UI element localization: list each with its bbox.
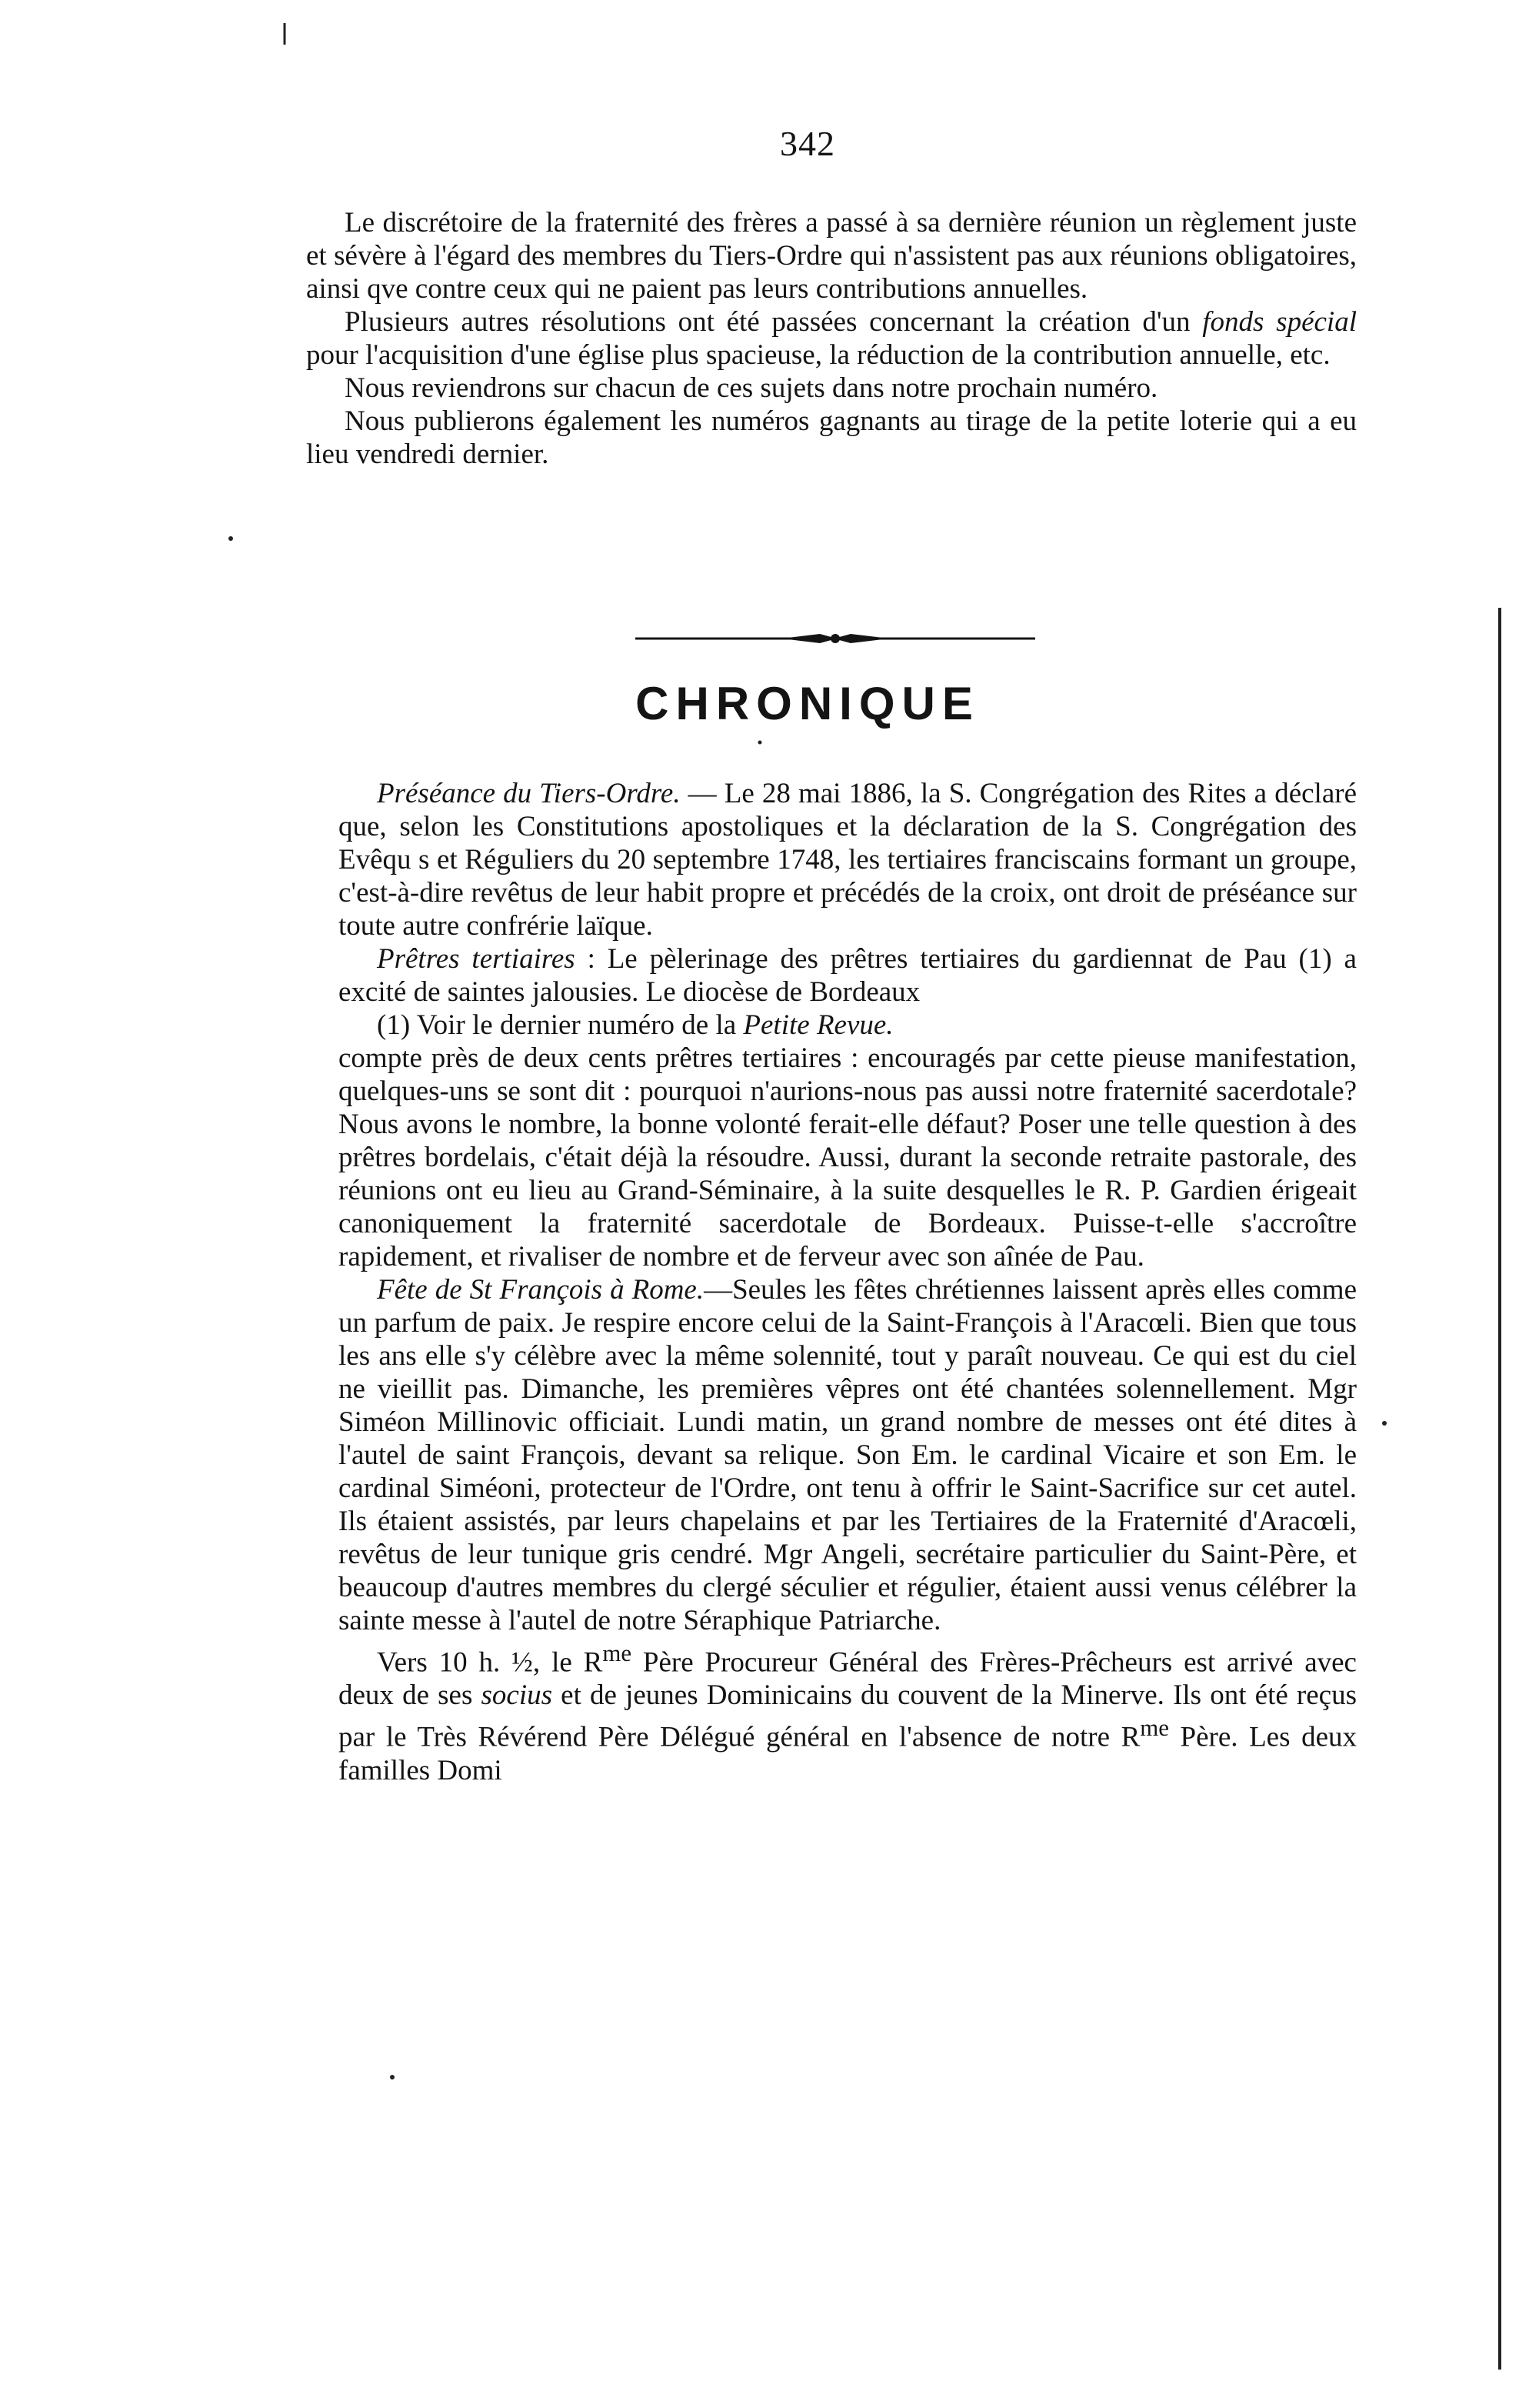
- socius-italic: socius: [481, 1679, 553, 1712]
- chronicle-text-block: [338, 777, 1357, 1787]
- footnote-text: (1) Voir le dernier numéro de la: [377, 1009, 744, 1041]
- paragraph-discretoire: Le discrétoire de la fraternité des frères a passé à sa dernière réunion un règlement juste et sévère à l'égard des membres du Tiers-Ordre qui n'assistent pas aux réunions obligatoires, ainsi qve contre ceux qui ne paient pas leurs contributions annuelles.: [306, 207, 1357, 305]
- paragraph-loterie: Nous publierons également les numéros gagnants au tirage de la petite loterie qui a eu lieu vendredi dernier.: [306, 405, 1357, 470]
- intro-text-block: [306, 206, 1357, 471]
- section-divider-ornament: [635, 631, 1035, 646]
- footnote: [338, 1009, 1357, 1042]
- paragraph-reviendrons: Nous reviendrons sur chacun de ces sujets dans notre prochain numéro.: [345, 372, 1158, 404]
- footnote-italic: Petite Revue.: [743, 1009, 894, 1041]
- vers-text-a: Vers 10 h. ½, le R: [377, 1646, 603, 1679]
- item-fete-text: —Seules les fêtes chrétiennes laissent après elles comme un parfum de paix. Je respire encore celui de la Saint-François à l'Aracœli. Bien que tous les ans elle s'y célèbre avec la même solennité, tout y paraît nouveau. Ce qui est du ciel ne vieillit pas. Dimanche, les premières vêpres ont été chantées solennellement. Mgr Siméon Millinovic officiait. Lundi matin, un grand nombre de messes ont été dites à l'autel de saint François, devant sa relique. Son Em. le cardinal Vicaire et son Em. le cardinal Siméoni, protecteur de l'Ordre, ont tenu à offrir le Saint-Sacrifice sur cet autel. Ils étaient assistés, par leurs chapelains et par les Tertiaires de la Fraternité d'Aracœli, revêtus de leur tunique gris cendré. Mgr Angeli, secrétaire particulier du Saint-Père, et beaucoup d'autres membres du clergé séculier et régulier, étaient aussi venus célébrer la sainte messe à l'autel de notre Séraphique Patriarche.: [338, 1274, 1357, 1636]
- fonds-special-italic: fonds spécial: [1202, 306, 1357, 338]
- vers-text-c: et de jeunes Dominicains du couvent de la Minerve. Ils ont été reçus par le Très Révérend Père Délégué général en l'absence de notre R: [338, 1679, 1357, 1753]
- page-number: 342: [780, 124, 835, 163]
- item-preseance-text: — Le 28 mai 1886, la S. Congrégation des Rites a déclaré que, selon les Constitutions apostoliques et la déclaration de la S. Congrégation des Evêqu s et Réguliers du 20 septembre 1748, les tertiaires franciscains formant un groupe, c'est-à-dire revêtus de leur habit propre et précédés de la croix, ont droit de préséance sur toute autre confrérie laïque.: [338, 778, 1357, 942]
- resolutions-text-after: pour l'acquisition d'une église plus spacieuse, la réduction de la contribution annuelle, etc.: [306, 339, 1331, 371]
- vers-superscript-2: me: [1140, 1715, 1169, 1742]
- vers-text-b: Père Procureur Général des Frères-Prêcheurs est arrivé avec deux de ses: [338, 1646, 1357, 1712]
- item-pretres: [338, 942, 1357, 1009]
- section-heading: CHRONIQUE: [635, 678, 980, 729]
- item-pretres-text: : Le pèlerinage des prêtres tertiaires du gardiennat de Pau (1) a excité de saintes jalousies. Le diocèse de Bordeaux: [338, 943, 1357, 1008]
- paragraph-resolutions: [306, 305, 1357, 372]
- item-preseance-title: Préséance du Tiers-Ordre.: [377, 778, 681, 809]
- item-fete: [338, 1273, 1357, 1637]
- vers-superscript-1: me: [602, 1640, 632, 1666]
- item-preseance: [338, 777, 1357, 942]
- vers-text-d: Père. Les deux familles Domi: [338, 1721, 1357, 1786]
- item-pretres-title: Prêtres tertiaires: [377, 943, 575, 975]
- resolutions-text-before: Plusieurs autres résolutions ont été passées concernant la création d'un: [345, 306, 1203, 338]
- item-fete-title: Fête de St François à Rome.: [377, 1274, 705, 1306]
- item-pretres-continued: compte près de deux cents prêtres tertiaires : encouragés par cette pieuse manifestation, quelques-uns se sont dit : pourquoi n'aurions-nous pas aussi notre fraternité sacerdotale? Nous avons le nombre, la bonne volonté ferait-elle défaut? Poser une telle question à des prêtres bordelais, c'était déjà la résoudre. Aussi, durant la seconde retraite pastorale, des réunions ont eu lieu au Grand-Séminaire, à la suite desquelles le R. P. Gardien érigeait canoniquement la fraternité sacerdotale de Bordeaux. Puisse-t-elle s'accroître rapidement, et rivaliser de nombre et de ferveur avec son aînée de Pau.: [338, 1042, 1357, 1272]
- item-vers-10h: [338, 1637, 1357, 1787]
